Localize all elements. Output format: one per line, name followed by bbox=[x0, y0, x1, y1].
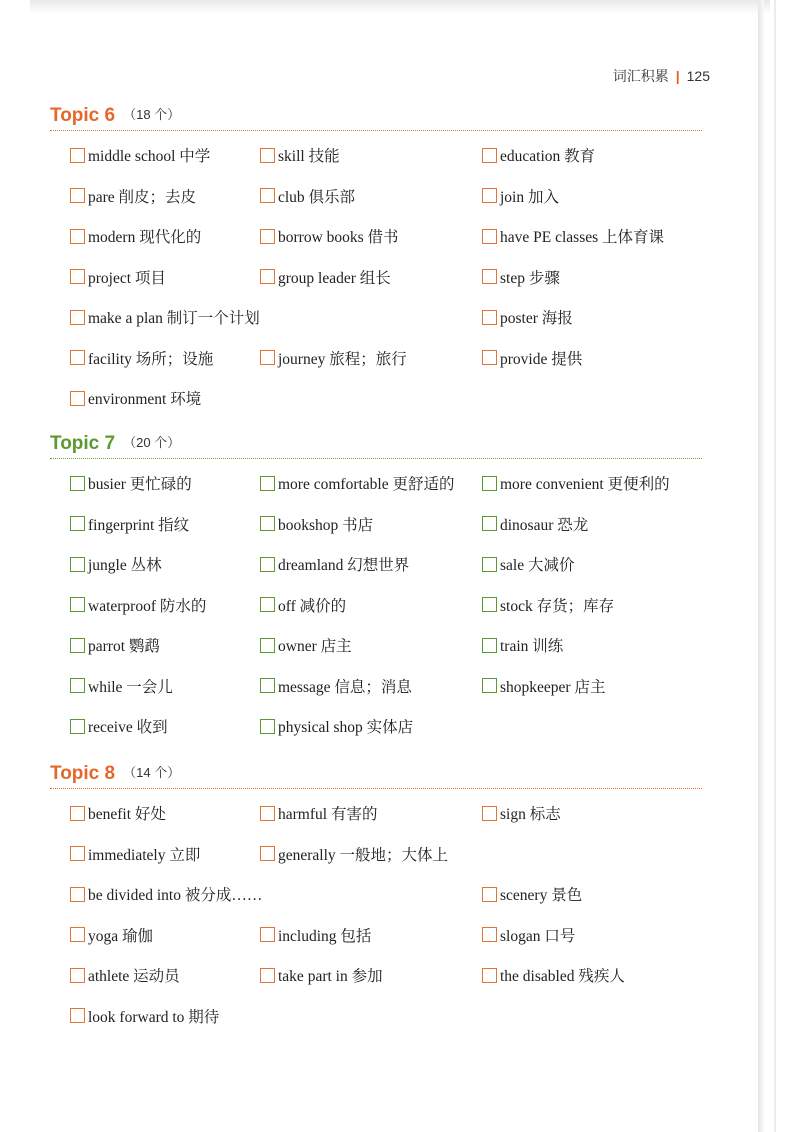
vocab-item bbox=[70, 266, 166, 288]
vocab-item bbox=[482, 472, 670, 494]
vocab-item bbox=[70, 1005, 219, 1027]
vocab-row bbox=[70, 144, 710, 166]
checkbox[interactable] bbox=[260, 148, 275, 163]
vocab-text: including 包括 bbox=[278, 927, 372, 945]
vocab-row bbox=[70, 347, 710, 369]
vocab-row bbox=[70, 802, 710, 824]
vocab-item bbox=[70, 144, 210, 166]
vocab-item bbox=[482, 802, 561, 824]
vocab-item bbox=[260, 634, 352, 656]
vocab-item bbox=[482, 553, 574, 575]
vocab-text: group leader 组长 bbox=[278, 269, 391, 287]
vocab-text: sale 大减价 bbox=[500, 557, 575, 574]
vocab-item bbox=[260, 594, 346, 616]
vocab-text: project 项目 bbox=[88, 269, 166, 287]
vocab-row bbox=[70, 924, 710, 946]
vocab-row bbox=[70, 225, 710, 247]
header-section-name: 词汇积累 bbox=[612, 68, 669, 84]
checkbox[interactable] bbox=[70, 557, 85, 572]
page-number: 125 bbox=[686, 68, 710, 84]
vocab-item bbox=[260, 185, 355, 207]
vocab-item bbox=[70, 802, 166, 824]
vocab-text: the disabled 残疾人 bbox=[500, 968, 625, 985]
topic-section bbox=[50, 432, 702, 736]
checkbox[interactable] bbox=[260, 476, 275, 491]
checkbox[interactable] bbox=[482, 350, 497, 365]
checkbox[interactable] bbox=[70, 846, 85, 861]
vocab-text: fingerprint 指纹 bbox=[88, 516, 190, 534]
checkbox[interactable] bbox=[70, 968, 85, 983]
vocab-item bbox=[482, 144, 595, 166]
vocab-text: education 教育 bbox=[500, 148, 596, 165]
vocab-item bbox=[70, 306, 260, 328]
vocab-item bbox=[482, 306, 573, 328]
vocab-text: pare 削皮；去皮 bbox=[88, 188, 197, 206]
vocab-row bbox=[70, 553, 710, 575]
checkbox[interactable] bbox=[482, 638, 497, 653]
checkbox[interactable] bbox=[260, 846, 275, 861]
checkbox[interactable] bbox=[70, 1008, 85, 1023]
vocab-text: busier 更忙碌的 bbox=[88, 476, 192, 493]
vocab-text: facility 场所；设施 bbox=[88, 350, 214, 368]
vocab-text: off 减价的 bbox=[278, 597, 347, 615]
vocab-text: immediately 立即 bbox=[88, 846, 201, 864]
vocab-item bbox=[482, 594, 614, 616]
vocab-text: scenery 景色 bbox=[500, 887, 583, 904]
checkbox[interactable] bbox=[482, 806, 497, 821]
vocab-text: while 一会儿 bbox=[88, 678, 173, 696]
vocab-text: parrot 鹦鹉 bbox=[88, 638, 160, 655]
vocab-text: skill 技能 bbox=[278, 148, 340, 165]
topic-header bbox=[50, 104, 702, 128]
checkbox[interactable] bbox=[70, 269, 85, 284]
checkbox[interactable] bbox=[70, 391, 85, 406]
vocab-text: generally 一般地；大体上 bbox=[278, 846, 449, 864]
vocab-item bbox=[260, 924, 371, 946]
vocab-text: borrow books 借书 bbox=[278, 229, 399, 246]
checkbox[interactable] bbox=[260, 557, 275, 572]
topic-word-count: （14 个） bbox=[123, 765, 181, 780]
vocab-item bbox=[70, 553, 162, 575]
vocab-item bbox=[70, 883, 262, 905]
vocab-item bbox=[482, 924, 575, 946]
vocab-row bbox=[70, 1005, 710, 1027]
vocab-item bbox=[260, 843, 448, 865]
vocab-text: look forward to 期待 bbox=[88, 1008, 220, 1026]
checkbox[interactable] bbox=[260, 516, 275, 531]
topic-divider bbox=[50, 788, 702, 789]
vocab-text: modern 现代化的 bbox=[88, 229, 202, 246]
vocab-item bbox=[482, 225, 664, 247]
vocab-item bbox=[70, 225, 201, 247]
checkbox[interactable] bbox=[482, 887, 497, 902]
checkbox[interactable] bbox=[70, 476, 85, 491]
vocab-item bbox=[260, 266, 391, 288]
checkbox[interactable] bbox=[482, 557, 497, 572]
checkbox[interactable] bbox=[482, 678, 497, 693]
vocab-item bbox=[260, 715, 413, 737]
vocab-item bbox=[260, 347, 407, 369]
vocab-text: bookshop 书店 bbox=[278, 516, 374, 534]
checkbox[interactable] bbox=[70, 310, 85, 325]
topic-title: Topic 8 bbox=[50, 763, 116, 784]
checkbox[interactable] bbox=[70, 927, 85, 942]
checkbox[interactable] bbox=[260, 188, 275, 203]
checkbox[interactable] bbox=[260, 638, 275, 653]
checkbox[interactable] bbox=[70, 638, 85, 653]
checkbox[interactable] bbox=[70, 719, 85, 734]
checkbox[interactable] bbox=[482, 229, 497, 244]
vocab-text: club 俱乐部 bbox=[278, 188, 356, 206]
vocab-text: receive 收到 bbox=[88, 719, 168, 736]
checkbox[interactable] bbox=[70, 188, 85, 203]
checkbox[interactable] bbox=[260, 269, 275, 284]
vocab-text: more comfortable 更舒适的 bbox=[278, 476, 455, 493]
checkbox[interactable] bbox=[70, 678, 85, 693]
vocab-item bbox=[482, 185, 559, 207]
vocab-item bbox=[482, 347, 582, 369]
checkbox[interactable] bbox=[482, 188, 497, 203]
vocab-row bbox=[70, 185, 710, 207]
checkbox[interactable] bbox=[260, 229, 275, 244]
checkbox[interactable] bbox=[260, 350, 275, 365]
vocab-row bbox=[70, 964, 710, 986]
vocab-row bbox=[70, 306, 710, 328]
vocab-item bbox=[260, 964, 383, 986]
vocab-item bbox=[260, 144, 340, 166]
vocab-item bbox=[482, 883, 582, 905]
vocab-text: take part in 参加 bbox=[278, 968, 383, 985]
checkbox[interactable] bbox=[260, 678, 275, 693]
vocab-text: dreamland 幻想世界 bbox=[278, 557, 410, 574]
checkbox[interactable] bbox=[260, 806, 275, 821]
header-separator: | bbox=[675, 68, 680, 84]
vocab-item bbox=[70, 387, 201, 409]
checkbox[interactable] bbox=[70, 887, 85, 902]
vocab-item bbox=[70, 843, 200, 865]
vocab-item bbox=[260, 225, 399, 247]
checkbox[interactable] bbox=[70, 229, 85, 244]
vocab-text: message 信息；消息 bbox=[278, 678, 412, 696]
checkbox[interactable] bbox=[70, 350, 85, 365]
vocab-item bbox=[70, 594, 206, 616]
vocab-text: shopkeeper 店主 bbox=[500, 678, 606, 696]
checkbox[interactable] bbox=[260, 597, 275, 612]
checkbox[interactable] bbox=[482, 516, 497, 531]
page-edge-shadow bbox=[758, 0, 764, 1132]
topic-title: Topic 7 bbox=[50, 433, 116, 454]
vocab-row bbox=[70, 883, 710, 905]
vocab-row bbox=[70, 675, 710, 697]
vocab-text: more convenient 更便利的 bbox=[500, 476, 670, 493]
vocab-text: physical shop 实体店 bbox=[278, 719, 414, 736]
running-header bbox=[560, 66, 710, 86]
checkbox[interactable] bbox=[260, 927, 275, 942]
checkbox[interactable] bbox=[70, 148, 85, 163]
vocab-row bbox=[70, 513, 710, 535]
topic-section bbox=[50, 104, 702, 408]
vocab-text: environment 环境 bbox=[88, 391, 202, 408]
vocab-item bbox=[70, 472, 192, 494]
vocab-text: make a plan 制订一个计划 bbox=[88, 310, 260, 327]
topic-word-count: （20 个） bbox=[123, 435, 181, 450]
vocab-item bbox=[260, 553, 409, 575]
vocab-item bbox=[70, 513, 189, 535]
vocab-item bbox=[482, 675, 605, 697]
vocab-text: waterproof 防水的 bbox=[88, 597, 207, 615]
vocab-text: have PE classes 上体育课 bbox=[500, 229, 665, 246]
vocab-item bbox=[70, 634, 160, 656]
vocab-item bbox=[70, 964, 180, 986]
vocab-item bbox=[70, 715, 168, 737]
topic-header bbox=[50, 432, 702, 456]
vocab-item bbox=[482, 266, 560, 288]
vocab-item bbox=[260, 472, 454, 494]
vocab-text: owner 店主 bbox=[278, 638, 352, 655]
vocab-text: benefit 好处 bbox=[88, 806, 166, 823]
topic-section bbox=[50, 762, 702, 1026]
checkbox[interactable] bbox=[482, 310, 497, 325]
vocab-item bbox=[482, 634, 563, 656]
topic-word-count: （18 个） bbox=[123, 107, 181, 122]
vocab-text: poster 海报 bbox=[500, 310, 573, 327]
vocab-item bbox=[70, 924, 153, 946]
topic-divider bbox=[50, 458, 702, 459]
vocab-text: athlete 运动员 bbox=[88, 968, 180, 985]
vocab-item bbox=[70, 185, 196, 207]
topic-title: Topic 6 bbox=[50, 105, 116, 126]
topic-header bbox=[50, 762, 702, 786]
checkbox[interactable] bbox=[70, 806, 85, 821]
checkbox[interactable] bbox=[482, 927, 497, 942]
vocab-text: middle school 中学 bbox=[88, 148, 211, 165]
vocab-text: train 训练 bbox=[500, 638, 564, 655]
checkbox[interactable] bbox=[260, 968, 275, 983]
topic-divider bbox=[50, 130, 702, 131]
vocab-row bbox=[70, 266, 710, 288]
vocab-item bbox=[260, 513, 373, 535]
vocab-text: sign 标志 bbox=[500, 806, 561, 823]
page-top-edge bbox=[30, 0, 770, 14]
checkbox[interactable] bbox=[482, 476, 497, 491]
vocab-item bbox=[260, 802, 377, 824]
vocab-row bbox=[70, 594, 710, 616]
vocab-text: jungle 丛林 bbox=[88, 557, 162, 574]
vocab-item bbox=[482, 964, 625, 986]
checkbox[interactable] bbox=[70, 516, 85, 531]
checkbox[interactable] bbox=[482, 148, 497, 163]
checkbox[interactable] bbox=[482, 968, 497, 983]
vocab-item bbox=[70, 347, 213, 369]
vocab-row bbox=[70, 843, 710, 865]
checkbox[interactable] bbox=[482, 597, 497, 612]
vocab-row bbox=[70, 387, 710, 409]
checkbox[interactable] bbox=[70, 597, 85, 612]
vocab-text: yoga 瑜伽 bbox=[88, 927, 154, 945]
vocab-text: be divided into 被分成…… bbox=[88, 887, 263, 904]
vocab-item bbox=[260, 675, 412, 697]
vocab-text: step 步骤 bbox=[500, 269, 560, 287]
vocab-row bbox=[70, 472, 710, 494]
checkbox[interactable] bbox=[260, 719, 275, 734]
vocab-row bbox=[70, 634, 710, 656]
page-edge-line bbox=[774, 0, 776, 1132]
vocab-text: provide 提供 bbox=[500, 350, 583, 368]
vocab-text: join 加入 bbox=[500, 188, 559, 206]
vocab-text: slogan 口号 bbox=[500, 927, 576, 945]
vocab-text: stock 存货；库存 bbox=[500, 597, 615, 615]
vocab-item bbox=[482, 513, 588, 535]
vocab-text: dinosaur 恐龙 bbox=[500, 516, 589, 534]
vocab-text: journey 旅程；旅行 bbox=[278, 350, 407, 368]
vocab-row bbox=[70, 715, 710, 737]
checkbox[interactable] bbox=[482, 269, 497, 284]
vocab-text: harmful 有害的 bbox=[278, 806, 378, 823]
vocab-item bbox=[70, 675, 173, 697]
